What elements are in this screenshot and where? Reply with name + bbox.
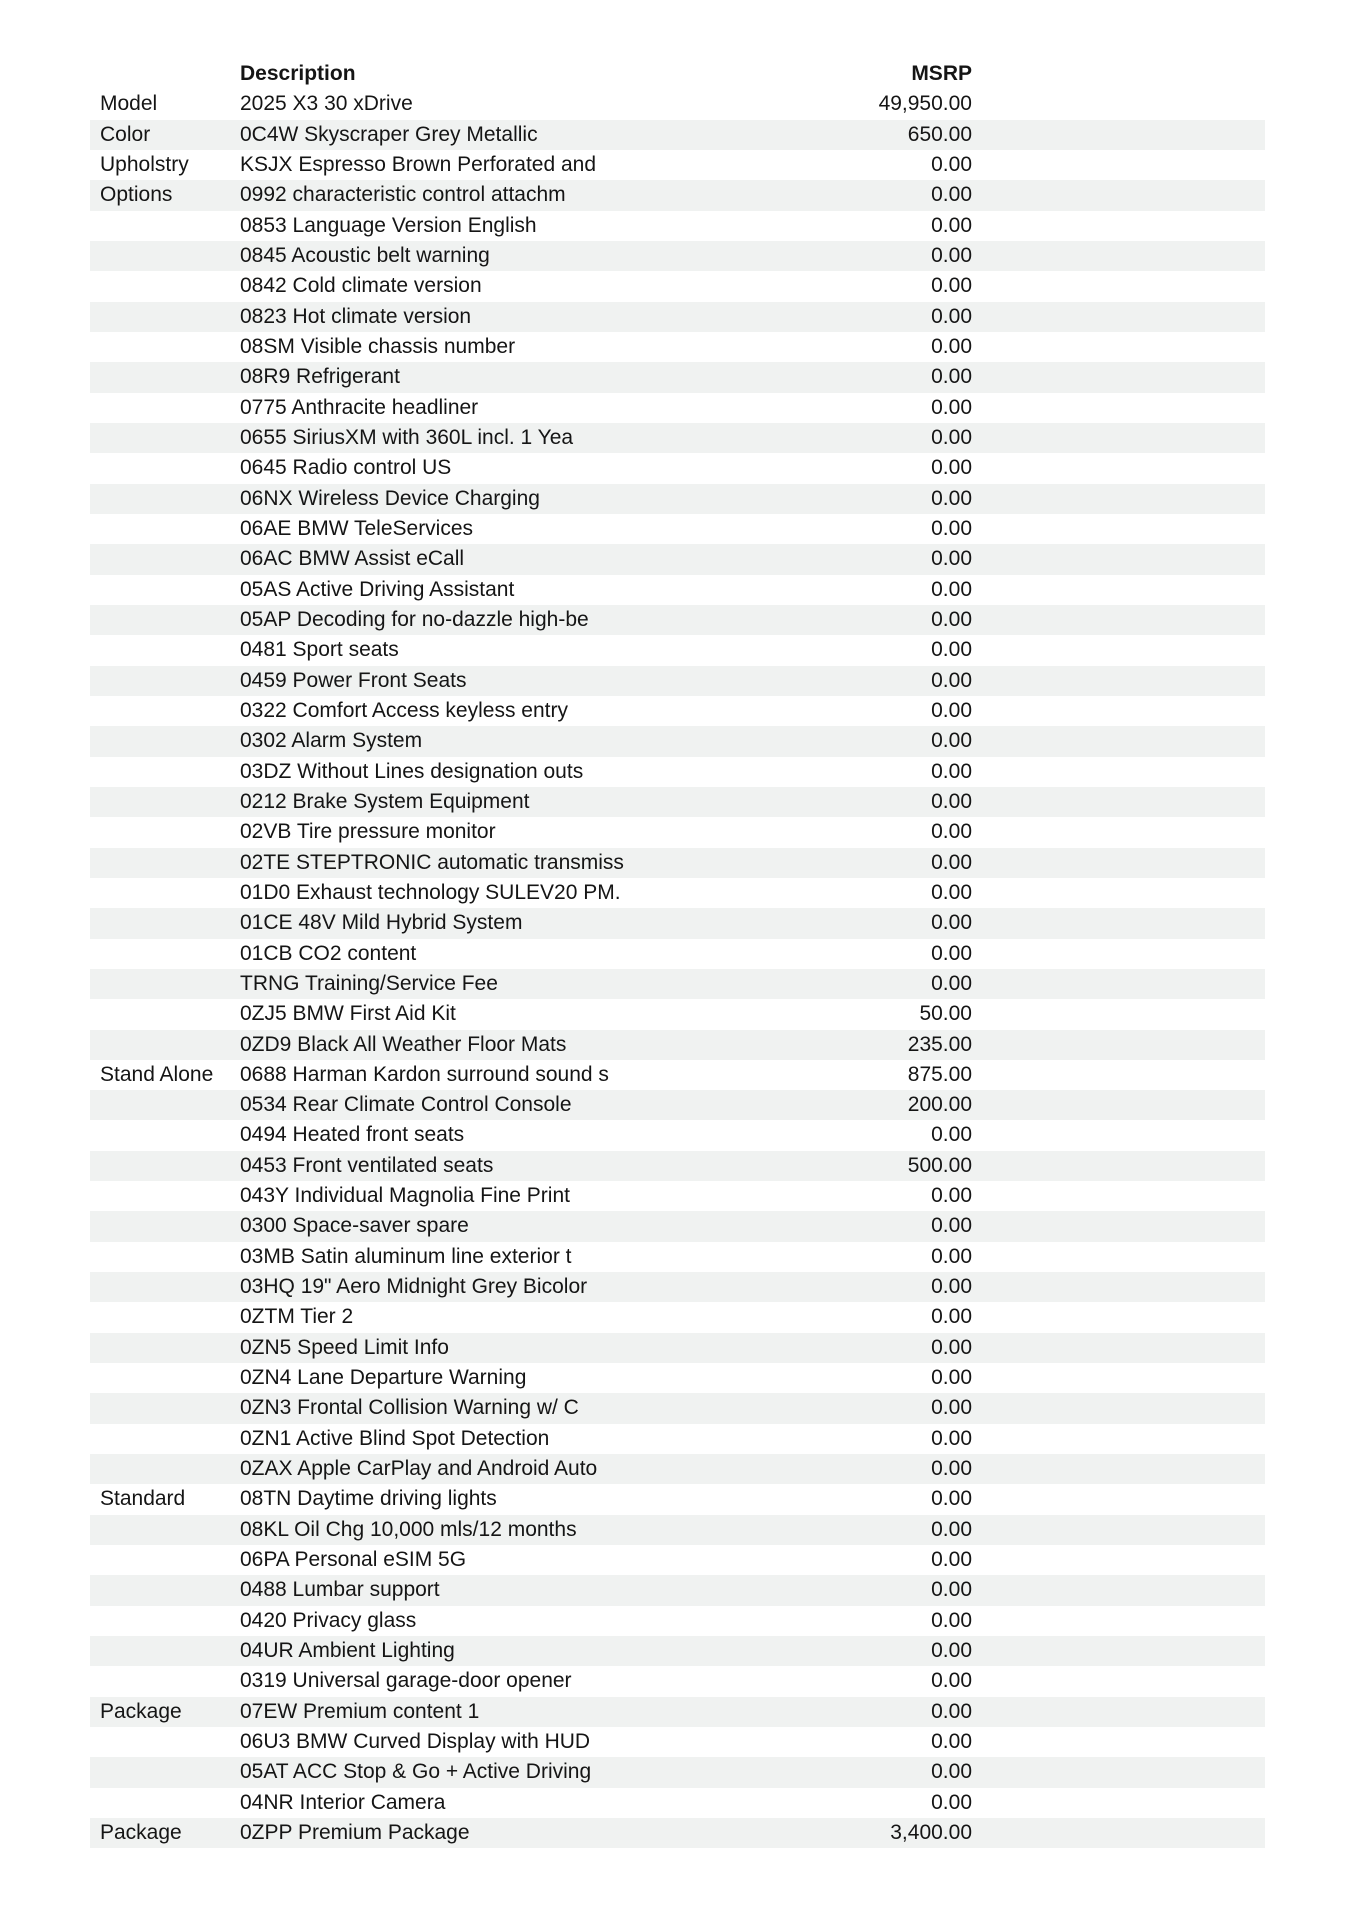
filler-cell [972,393,1265,423]
table-row [90,453,1265,483]
description-cell: 0C4W Skyscraper Grey Metallic [240,122,538,146]
table-row [90,150,1265,180]
msrp-cell: 0.00 [931,1487,972,1511]
category-cell [90,605,240,635]
category-cell [90,1575,240,1605]
msrp-column-header: MSRP [911,62,972,85]
filler-cell [972,302,1265,332]
msrp-cell: 0.00 [931,1760,972,1784]
msrp-cell: 0.00 [931,1517,972,1541]
msrp-cell: 0.00 [931,668,972,692]
table-row [90,1515,1265,1545]
description-cell: 0645 Radio control US [240,456,452,480]
msrp-cell: 0.00 [931,1275,972,1299]
filler-cell [972,848,1265,878]
filler-cell [972,787,1265,817]
category-cell [90,1090,240,1120]
msrp-cell: 235.00 [907,1032,972,1056]
filler-cell [972,817,1265,847]
category-cell [90,1242,240,1272]
msrp-cell: 3,400.00 [890,1821,972,1845]
msrp-cell: 0.00 [931,1184,972,1208]
msrp-cell: 0.00 [931,880,972,904]
filler-column-header [972,59,1265,89]
filler-cell [972,908,1265,938]
filler-cell [972,211,1265,241]
description-cell: 0453 Front ventilated seats [240,1153,494,1177]
description-cell: 0ZN3 Frontal Collision Warning w/ C [240,1396,579,1420]
table-row [90,605,1265,635]
filler-cell [972,423,1265,453]
description-column-header: Description [240,62,356,85]
filler-cell [972,1788,1265,1818]
table-row [90,1484,1265,1514]
filler-cell [972,1272,1265,1302]
category-cell [90,787,240,817]
description-cell: 0420 Privacy glass [240,1608,417,1632]
filler-cell [972,1333,1265,1363]
msrp-cell: 0.00 [931,1790,972,1814]
description-cell: 0ZAX Apple CarPlay and Android Auto [240,1457,598,1481]
description-cell: 08SM Visible chassis number [240,334,516,358]
filler-cell [972,1060,1265,1090]
filler-cell [972,605,1265,635]
description-cell: 0ZD9 Black All Weather Floor Mats [240,1032,567,1056]
filler-cell [972,241,1265,271]
category-cell [90,817,240,847]
msrp-cell: 200.00 [907,1093,972,1117]
filler-cell [972,999,1265,1029]
filler-cell [972,1636,1265,1666]
msrp-cell: 50.00 [919,1002,972,1026]
msrp-cell: 0.00 [931,1214,972,1238]
category-cell [90,271,240,301]
msrp-cell: 0.00 [931,941,972,965]
description-cell: 06NX Wireless Device Charging [240,486,540,510]
category-cell [90,1727,240,1757]
description-cell: 0688 Harman Kardon surround sound s [240,1062,609,1086]
msrp-cell: 0.00 [931,547,972,571]
filler-cell [972,89,1265,119]
msrp-cell: 0.00 [931,213,972,237]
table-row [90,1151,1265,1181]
description-cell: TRNG Training/Service Fee [240,971,498,995]
msrp-cell: 0.00 [931,1578,972,1602]
category-cell: Package [100,1699,182,1723]
filler-cell [972,1393,1265,1423]
category-cell [90,969,240,999]
table-row [90,1272,1265,1302]
category-cell: Color [100,122,151,146]
description-cell: 05AS Active Driving Assistant [240,577,515,601]
msrp-cell: 0.00 [931,850,972,874]
description-cell: 0655 SiriusXM with 360L incl. 1 Yea [240,425,574,449]
description-cell: 0319 Universal garage-door opener [240,1669,572,1693]
table-row [90,1697,1265,1727]
filler-cell [972,1090,1265,1120]
table-row [90,514,1265,544]
table-row [90,1393,1265,1423]
filler-cell [972,544,1265,574]
category-cell: Package [100,1821,182,1845]
table-row [90,1575,1265,1605]
category-cell: Stand Alone [100,1062,214,1086]
filler-cell [972,514,1265,544]
msrp-cell: 0.00 [931,638,972,662]
table-row [90,180,1265,210]
msrp-cell: 49,950.00 [878,92,972,116]
description-cell: 05AT ACC Stop & Go + Active Driving [240,1760,592,1784]
category-cell [90,1636,240,1666]
category-cell: Upholstry [100,152,189,176]
filler-cell [972,1515,1265,1545]
category-cell [90,544,240,574]
category-cell [90,726,240,756]
description-cell: 2025 X3 30 xDrive [240,92,413,116]
msrp-cell: 0.00 [931,1244,972,1268]
category-cell [90,1545,240,1575]
category-cell [90,241,240,271]
description-cell: 08KL Oil Chg 10,000 mls/12 months [240,1517,577,1541]
filler-cell [972,120,1265,150]
msrp-cell: 500.00 [907,1153,972,1177]
table-row [90,1818,1265,1848]
filler-cell [972,1484,1265,1514]
table-row [90,635,1265,665]
description-cell: 08TN Daytime driving lights [240,1487,497,1511]
filler-cell [972,1302,1265,1332]
table-row [90,999,1265,1029]
msrp-cell: 0.00 [931,1457,972,1481]
description-cell: 0823 Hot climate version [240,304,472,328]
description-cell: 0494 Heated front seats [240,1123,465,1147]
msrp-cell: 0.00 [931,1366,972,1390]
table-row [90,1181,1265,1211]
table-row [90,423,1265,453]
msrp-cell: 0.00 [931,729,972,753]
description-cell: 04NR Interior Camera [240,1790,446,1814]
table-row [90,1060,1265,1090]
msrp-cell: 0.00 [931,1426,972,1450]
filler-cell [972,969,1265,999]
vehicle-options-table [90,59,1265,1848]
table-row [90,89,1265,119]
msrp-cell: 0.00 [931,911,972,935]
category-cell [90,848,240,878]
description-cell: 02VB Tire pressure monitor [240,820,496,844]
category-cell [90,393,240,423]
table-row [90,1454,1265,1484]
category-cell [90,999,240,1029]
description-cell: 06AC BMW Assist eCall [240,547,465,571]
msrp-cell: 0.00 [931,1699,972,1723]
msrp-cell: 0.00 [931,820,972,844]
category-cell [90,757,240,787]
filler-cell [972,453,1265,483]
msrp-cell: 0.00 [931,577,972,601]
table-row [90,1030,1265,1060]
category-cell: Options [100,183,173,207]
msrp-cell: 0.00 [931,516,972,540]
filler-cell [972,757,1265,787]
description-cell: 03HQ 19" Aero Midnight Grey Bicolor [240,1275,588,1299]
description-cell: 0992 characteristic control attachm [240,183,566,207]
msrp-cell: 0.00 [931,1335,972,1359]
filler-cell [972,696,1265,726]
msrp-cell: 0.00 [931,698,972,722]
description-cell: 0845 Acoustic belt warning [240,243,490,267]
table-row [90,211,1265,241]
table-row [90,271,1265,301]
msrp-cell: 0.00 [931,486,972,510]
table-row [90,393,1265,423]
description-cell: KSJX Espresso Brown Perforated and [240,152,597,176]
description-cell: 0853 Language Version English [240,213,537,237]
filler-cell [972,362,1265,392]
filler-cell [972,1697,1265,1727]
description-cell: 0459 Power Front Seats [240,668,467,692]
category-cell [90,1211,240,1241]
filler-cell [972,1727,1265,1757]
filler-cell [972,484,1265,514]
filler-cell [972,726,1265,756]
category-cell [90,362,240,392]
category-cell [90,1606,240,1636]
table-row [90,241,1265,271]
filler-cell [972,1151,1265,1181]
msrp-cell: 0.00 [931,243,972,267]
msrp-cell: 0.00 [931,1608,972,1632]
category-cell [90,696,240,726]
table-row [90,1424,1265,1454]
msrp-cell: 875.00 [907,1062,972,1086]
description-cell: 0302 Alarm System [240,729,423,753]
category-cell [90,1424,240,1454]
category-cell [90,1181,240,1211]
msrp-cell: 0.00 [931,1639,972,1663]
msrp-cell: 0.00 [931,759,972,783]
table-row [90,302,1265,332]
msrp-cell: 0.00 [931,971,972,995]
table-row [90,1090,1265,1120]
msrp-cell: 0.00 [931,1305,972,1329]
description-cell: 07EW Premium content 1 [240,1699,480,1723]
filler-cell [972,939,1265,969]
msrp-cell: 650.00 [907,122,972,146]
description-cell: 04UR Ambient Lighting [240,1639,455,1663]
description-cell: 05AP Decoding for no-dazzle high-be [240,607,589,631]
category-cell [90,1515,240,1545]
table-row [90,1363,1265,1393]
table-row [90,817,1265,847]
category-cell [90,453,240,483]
table-row [90,1606,1265,1636]
category-cell [90,211,240,241]
msrp-cell: 0.00 [931,1123,972,1147]
description-cell: 0481 Sport seats [240,638,399,662]
description-cell: 08R9 Refrigerant [240,365,400,389]
category-cell [90,908,240,938]
category-cell [90,1302,240,1332]
table-row [90,1666,1265,1696]
category-cell [90,332,240,362]
table-row [90,666,1265,696]
msrp-cell: 0.00 [931,395,972,419]
filler-cell [972,878,1265,908]
msrp-cell: 0.00 [931,1669,972,1693]
category-cell: Standard [100,1487,186,1511]
category-cell [90,423,240,453]
table-row [90,939,1265,969]
category-cell: Model [100,92,158,116]
description-cell: 0ZN4 Lane Departure Warning [240,1366,527,1390]
filler-cell [972,1181,1265,1211]
table-row [90,726,1265,756]
category-cell [90,635,240,665]
category-cell [90,1363,240,1393]
msrp-cell: 0.00 [931,304,972,328]
msrp-cell: 0.00 [931,1548,972,1572]
msrp-cell: 0.00 [931,183,972,207]
description-cell: 0ZPP Premium Package [240,1821,470,1845]
filler-cell [972,1757,1265,1787]
filler-cell [972,1030,1265,1060]
msrp-cell: 0.00 [931,334,972,358]
table-row [90,878,1265,908]
msrp-cell: 0.00 [931,425,972,449]
msrp-cell: 0.00 [931,1396,972,1420]
description-cell: 06PA Personal eSIM 5G [240,1548,467,1572]
description-cell: 0775 Anthracite headliner [240,395,479,419]
msrp-cell: 0.00 [931,607,972,631]
table-row [90,696,1265,726]
msrp-cell: 0.00 [931,152,972,176]
filler-cell [972,271,1265,301]
description-cell: 0212 Brake System Equipment [240,789,530,813]
table-row [90,1242,1265,1272]
table-row [90,544,1265,574]
filler-cell [972,1211,1265,1241]
category-cell [90,1030,240,1060]
table-row [90,969,1265,999]
table-row [90,848,1265,878]
msrp-cell: 0.00 [931,365,972,389]
description-cell: 0300 Space-saver spare [240,1214,469,1238]
table-row [90,575,1265,605]
category-cell [90,1120,240,1150]
table-row [90,484,1265,514]
table-row [90,1757,1265,1787]
filler-cell [972,1242,1265,1272]
category-cell [90,1393,240,1423]
description-cell: 0534 Rear Climate Control Console [240,1093,572,1117]
filler-cell [972,1120,1265,1150]
table-row [90,908,1265,938]
category-cell [90,1454,240,1484]
table-row [90,362,1265,392]
description-cell: 043Y Individual Magnolia Fine Print [240,1184,570,1208]
category-cell [90,878,240,908]
table-row [90,1788,1265,1818]
filler-cell [972,150,1265,180]
filler-cell [972,332,1265,362]
table-row [90,757,1265,787]
description-cell: 02TE STEPTRONIC automatic transmiss [240,850,624,874]
description-cell: 0ZJ5 BMW First Aid Kit [240,1002,456,1026]
filler-cell [972,1606,1265,1636]
table-row [90,1333,1265,1363]
table-row [90,120,1265,150]
table-row [90,1302,1265,1332]
table-row [90,332,1265,362]
filler-cell [972,1363,1265,1393]
category-column-header [90,59,240,89]
description-cell: 01D0 Exhaust technology SULEV20 PM. [240,880,621,904]
table-row [90,1545,1265,1575]
table-row [90,1211,1265,1241]
category-cell [90,575,240,605]
msrp-cell: 0.00 [931,1730,972,1754]
table-header-row [90,59,1265,89]
category-cell [90,1757,240,1787]
description-cell: 0ZN5 Speed Limit Info [240,1335,449,1359]
description-cell: 01CE 48V Mild Hybrid System [240,911,523,935]
category-cell [90,1333,240,1363]
filler-cell [972,180,1265,210]
description-cell: 0842 Cold climate version [240,274,482,298]
description-cell: 0ZN1 Active Blind Spot Detection [240,1426,550,1450]
msrp-cell: 0.00 [931,789,972,813]
category-cell [90,1151,240,1181]
table-row [90,1727,1265,1757]
filler-cell [972,666,1265,696]
table-row [90,1636,1265,1666]
filler-cell [972,1454,1265,1484]
description-cell: 06U3 BMW Curved Display with HUD [240,1730,591,1754]
category-cell [90,484,240,514]
filler-cell [972,1424,1265,1454]
category-cell [90,666,240,696]
category-cell [90,939,240,969]
table-body [90,89,1265,1848]
filler-cell [972,1818,1265,1848]
description-cell: 03DZ Without Lines designation outs [240,759,584,783]
category-cell [90,1272,240,1302]
filler-cell [972,1575,1265,1605]
filler-cell [972,1545,1265,1575]
description-cell: 0488 Lumbar support [240,1578,440,1602]
description-cell: 06AE BMW TeleServices [240,516,474,540]
category-cell [90,514,240,544]
msrp-cell: 0.00 [931,456,972,480]
description-cell: 0ZTM Tier 2 [240,1305,354,1329]
category-cell [90,302,240,332]
filler-cell [972,575,1265,605]
filler-cell [972,635,1265,665]
table-row [90,787,1265,817]
filler-cell [972,1666,1265,1696]
table-row [90,1120,1265,1150]
category-cell [90,1788,240,1818]
description-cell: 01CB CO2 content [240,941,417,965]
msrp-cell: 0.00 [931,274,972,298]
description-cell: 0322 Comfort Access keyless entry [240,698,568,722]
description-cell: 03MB Satin aluminum line exterior t [240,1244,572,1268]
category-cell [90,1666,240,1696]
